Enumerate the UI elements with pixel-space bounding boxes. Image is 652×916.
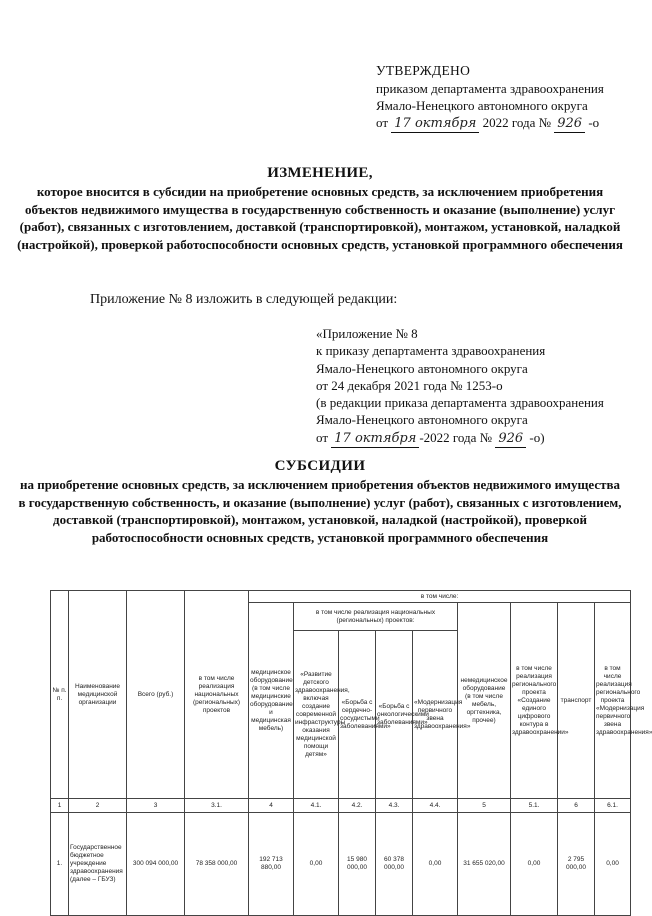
header-transport-project: в том числе реализация регионального проекта «Модернизация первичного звена здравоохранения»: [595, 603, 631, 799]
transport-value: 2 795 000,00: [558, 813, 595, 916]
transport-project-value: 0,00: [595, 813, 631, 916]
column-number: 4.3.: [376, 799, 413, 813]
total-value: 300 094 000,00: [127, 813, 185, 916]
column-number: 4: [249, 799, 294, 813]
header-organization: Наименование медицинской организации: [69, 591, 127, 799]
column-number: 3.1.: [185, 799, 249, 813]
instruction-paragraph: Приложение № 8 изложить в следующей редакции:: [90, 292, 398, 307]
header-number: № п. п.: [51, 591, 69, 799]
header-medical-equipment: медицинское оборудование (в том числе медицинские оборудование и медицинская мебель): [249, 603, 294, 799]
header-including: в том числе:: [249, 591, 631, 603]
annex-line: Ямало-Ненецкого автономного округа: [316, 360, 528, 376]
column-number: 1: [51, 799, 69, 813]
handwritten-date: 17 октября: [331, 430, 419, 448]
column-number: 4.4.: [413, 799, 458, 813]
subsidy-subtitle: на приобретение основных средств, за исключением приобретения объектов недвижимого имущества в государственную собственность, и оказание (выполнение) услуг (работ), связанных с изготовлением, доставкой (транспортировкой), монтажом, установкой, наладкой (настройкой), проверкой работоспособности основных средств, установкой программного обеспечения: [18, 477, 622, 545]
approval-line: приказом департамента здравоохранения: [376, 81, 604, 96]
approval-date-line: от 17 октября 2022 года № 926 -о: [376, 115, 600, 131]
table-row: [51, 813, 631, 916]
subsidy-table: [50, 590, 652, 916]
approval-block: [376, 62, 604, 133]
approval-line: Ямало-Ненецкого автономного округа: [376, 98, 588, 113]
header-total: Всего (руб.): [127, 591, 185, 799]
approval-header: УТВЕРЖДЕНО: [376, 63, 471, 78]
header-incl-projects: в том числе реализация национальных (региональных) проектов:: [294, 603, 458, 631]
medical-equipment-value: 192 713 880,00: [249, 813, 294, 916]
project-primary-value: 0,00: [413, 813, 458, 916]
header-project-cardio: «Борьба с сердечно-сосудистыми заболеваниями»: [339, 631, 376, 799]
annex-date-line: от 17 октября -2022 года № 926 -о): [316, 429, 604, 448]
annex-line: от 24 декабря 2021 года № 1253-о: [316, 377, 503, 393]
header-project-children: «Развитие детского здравоохранения, включая создание современной инфраструктуры оказания медицинской помощи детям»: [294, 631, 339, 799]
column-number: 6.1.: [595, 799, 631, 813]
change-subtitle: которое вносится в субсидии на приобретение основных средств, за исключением приобретения объектов недвижимого имущества в государственную собственность и оказание (выполнение) услуг (работ), связанных с изготовлением, доставкой (транспортировкой), монтажом, установкой, наладкой (настройкой), проверкой работоспособности основных средств, установкой программного обеспечения: [17, 184, 623, 252]
annex-line: (в редакции приказа департамента здравоохранения: [316, 395, 604, 411]
organization-name: Государственное бюджетное учреждение здравоохранения (далее – ГБУЗ): [69, 813, 127, 916]
column-number: 4.2.: [339, 799, 376, 813]
change-title: ИЗМЕНЕНИЕ,: [267, 165, 373, 181]
annex-block: [316, 325, 604, 448]
project-cardio-value: 15 980 000,00: [339, 813, 376, 916]
handwritten-date: 17 октября: [391, 115, 479, 133]
column-number: 5.1.: [511, 799, 558, 813]
column-number: 6: [558, 799, 595, 813]
row-number: 1.: [51, 813, 69, 916]
digital-contour-value: 0,00: [511, 813, 558, 916]
nonmedical-value: 31 655 020,00: [458, 813, 511, 916]
header-project-onco: «Борьба с онкологическими заболеваниями»: [376, 631, 413, 799]
column-number: 5: [458, 799, 511, 813]
header-transport: транспорт: [558, 603, 595, 799]
subsidy-title: СУБСИДИИ: [274, 458, 366, 474]
handwritten-number: 926: [554, 115, 585, 133]
project-onco-value: 60 378 000,00: [376, 813, 413, 916]
column-number: 3: [127, 799, 185, 813]
header-national-projects: в том числе реализация национальных (региональных) проектов: [185, 591, 249, 799]
annex-line: «Приложение № 8: [316, 326, 418, 341]
column-number: 4.1.: [294, 799, 339, 813]
annex-line: Ямало-Ненецкого автономного округа: [316, 412, 528, 428]
column-number: 2: [69, 799, 127, 813]
header-nonmedical-equipment: немедицинское оборудование (в том числе мебель, оргтехника, прочее): [458, 603, 511, 799]
handwritten-number: 926: [495, 430, 526, 448]
annex-line: к приказу департамента здравоохранения: [316, 343, 546, 359]
header-digital-contour: в том числе реализация регионального проекта «Создание единого цифрового контура в здравоохранении»: [511, 603, 558, 799]
national-projects-value: 78 358 000,00: [185, 813, 249, 916]
project-children-value: 0,00: [294, 813, 339, 916]
header-project-primary: «Модернизация первичного звена здравоохранения»: [413, 631, 458, 799]
